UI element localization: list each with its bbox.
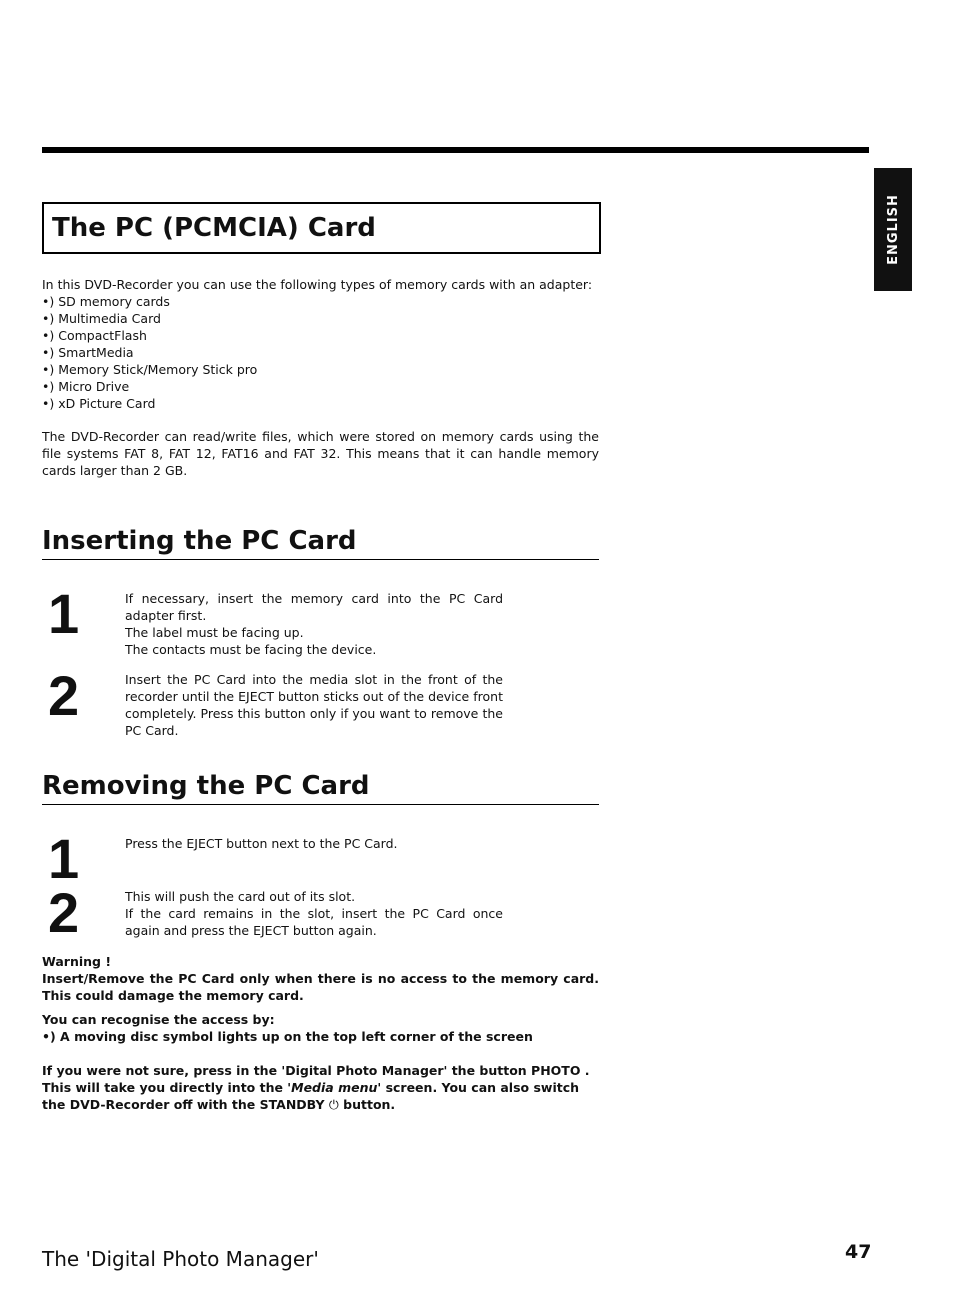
- top-rule: [42, 147, 869, 153]
- list-item: •) SD memory cards: [42, 294, 170, 309]
- tip-text: If you were not sure, press in the 'Digital Photo Manager' the button PHOTO . This will take you directly into the ': [42, 1063, 590, 1095]
- page-title: The PC (PCMCIA) Card: [52, 213, 376, 243]
- step-number: 2: [48, 881, 80, 944]
- warning-text: Insert/Remove the PC Card only when there is no access to the memory card. This could damage the memory card.: [42, 971, 599, 1003]
- list-item: •) xD Picture Card: [42, 396, 156, 411]
- step-number: 2: [48, 664, 80, 727]
- language-tab: [874, 168, 912, 291]
- step-note: The label must be facing up.: [125, 625, 304, 640]
- recognise-item: •) A moving disc symbol lights up on the top left corner of the screen: [42, 1029, 533, 1044]
- list-item: •) CompactFlash: [42, 328, 147, 343]
- footer-section-title: The 'Digital Photo Manager': [42, 1247, 319, 1271]
- list-item: •) SmartMedia: [42, 345, 134, 360]
- tip-text: ' screen. You can also switch the DVD-Recorder off with the STANDBY: [42, 1080, 580, 1112]
- step-instruction: If necessary, insert the memory card into the PC Card adapter first.: [125, 591, 503, 623]
- step-text: [125, 888, 503, 939]
- list-item: •) Multimedia Card: [42, 311, 161, 326]
- filesystem-paragraph: The DVD-Recorder can read/write files, which were stored on memory cards using the file systems FAT 8, FAT 12, FAT16 and FAT 32. This means that it can handle memory cards larger than 2 GB.: [42, 429, 599, 478]
- step-instruction: This will push the card out of its slot.: [125, 889, 356, 904]
- card-type-list: [42, 293, 602, 412]
- removing-heading: Removing the PC Card: [42, 770, 599, 805]
- step-text: [125, 590, 503, 658]
- step-note: If the card remains in the slot, insert the PC Card once again and press the EJECT button again.: [125, 906, 503, 938]
- standby-icon: ⏻: [328, 1097, 339, 1112]
- recognise-label: You can recognise the access by:: [42, 1012, 275, 1027]
- language-label: ENGLISH: [885, 194, 901, 265]
- media-menu-name: Media menu: [291, 1080, 378, 1095]
- list-item: •) Memory Stick/Memory Stick pro: [42, 362, 258, 377]
- photo-tip: [42, 1062, 599, 1113]
- intro-text: In this DVD-Recorder you can use the following types of memory cards with an adapter:: [42, 277, 593, 292]
- step-number: 1: [48, 582, 80, 645]
- step-instruction: Insert the PC Card into the media slot in the front of the recorder until the EJECT button sticks out of the device front completely. Press this button only if you want to remove the PC Card.: [125, 672, 503, 738]
- step-note: The contacts must be facing the device.: [125, 642, 377, 657]
- list-item: •) Micro Drive: [42, 379, 130, 394]
- inserting-heading: Inserting the PC Card: [42, 525, 599, 560]
- tip-text: button.: [338, 1097, 396, 1112]
- page-number: 47: [845, 1241, 872, 1263]
- step-instruction: Press the EJECT button next to the PC Card.: [125, 836, 398, 851]
- step-number: 1: [48, 827, 80, 890]
- warning-label: Warning !: [42, 954, 112, 969]
- title-box: [42, 202, 601, 254]
